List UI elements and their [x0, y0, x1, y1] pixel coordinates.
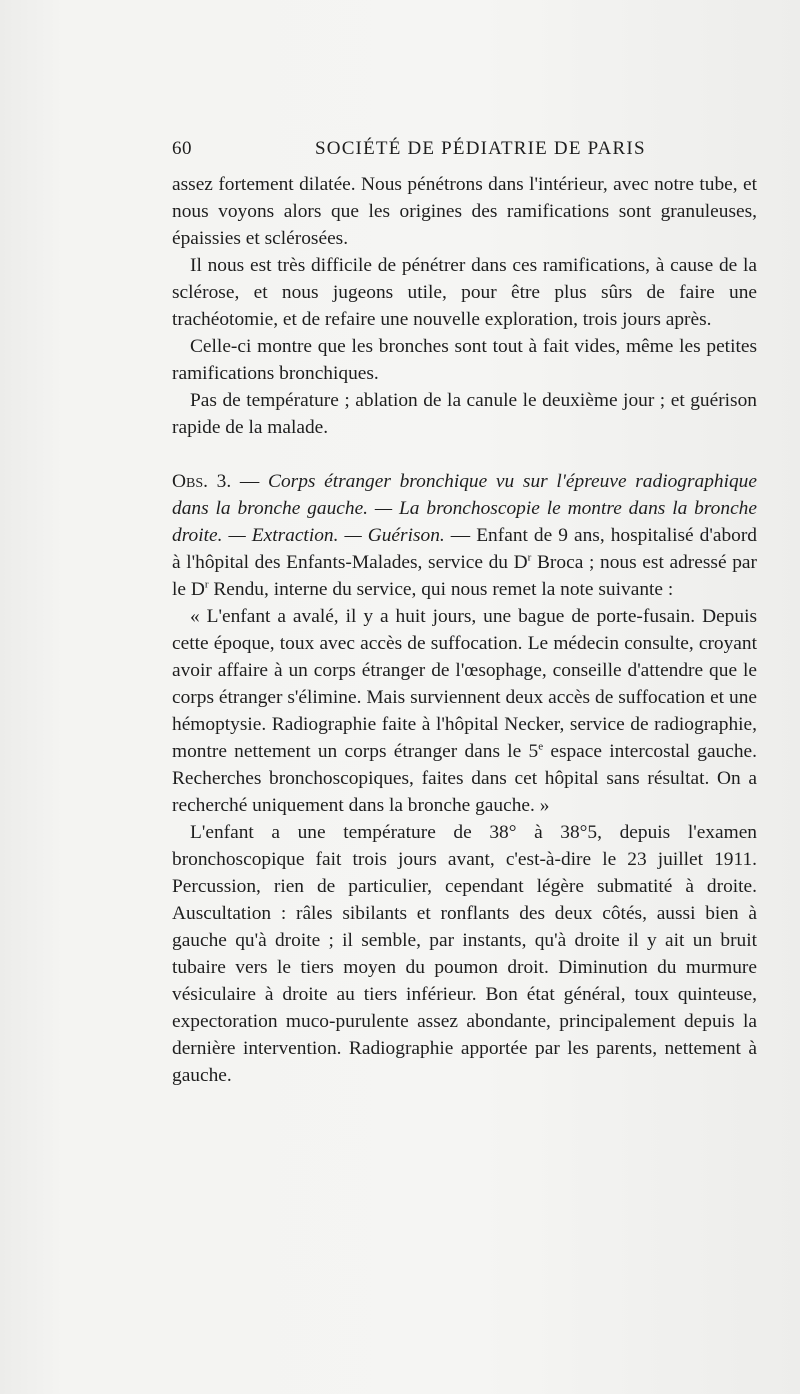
quote-paragraph — [172, 603, 757, 819]
page-header — [172, 138, 768, 166]
observation-dash: — — [231, 471, 269, 492]
quote-sup: e — [538, 740, 544, 753]
observation-text-b: Broca ; nous est adressé par le D — [172, 552, 757, 600]
body-text — [172, 171, 757, 1089]
final-paragraph: L'enfant a une température de 38° à 38°5, depuis l'examen bronchoscopique fait trois jours avant, c'est-à-dire le 23 juillet 1911. Percussion, rien de particulier, cependant légère submatité à droite. Auscultation : râles sibilants et ronflants des deux côtés, aussi bien à gauche qu'à droite ; il semble, par instants, qu'à droite il y ait un bruit tubaire vers le tiers moyen du poumon droit. Diminution du murmure vésiculaire à droite au tiers inférieur. Bon état général, toux quinteuse, expectoration muco-purulente assez abondante, principalement depuis la dernière intervention. Radiographie apportée par les parents, nettement à gauche. — [172, 822, 757, 1086]
paragraph-1: assez fortement dilatée. Nous pénétrons dans l'intérieur, avec notre tube, et nous voyons alors que les origines des ramifications sont granuleuses, épaissies et sclérosées. — [172, 174, 757, 249]
observation-paragraph — [172, 468, 757, 603]
observation-label: Obs. 3. — [172, 471, 232, 492]
quote-text-b: espace intercostal gauche. Recherches bronchoscopiques, faites dans cet hôpital sans résultat. On a recherché uniquement dans la bronche gauche. » — [172, 741, 757, 816]
running-title: SOCIÉTÉ DE PÉDIATRIE DE PARIS — [315, 138, 646, 159]
paragraph-4: Pas de température ; ablation de la canule le deuxième jour ; et guérison rapide de la malade. — [172, 390, 757, 438]
quote-text-a: « L'enfant a avalé, il y a huit jours, une bague de porte-fusain. Depuis cette époque, toux avec accès de suffocation. Le médecin consulte, croyant avoir affaire à un corps étranger de l'œsophage, conseille d'attendre que le corps étranger s'élimine. Mais surviennent deux accès de suffocation et une hémoptysie. Radiographie faite à l'hôpital Necker, service de radiographie, montre nettement un corps étranger dans le 5 — [172, 606, 757, 762]
observation-text-a: — Enfant de 9 ans, hospitalisé d'abord à l'hôpital des Enfants-Malades, service du D — [172, 525, 758, 573]
observation-text-c: Rendu, interne du service, qui nous remet la note suivante : — [208, 579, 674, 600]
page-number: 60 — [172, 138, 192, 159]
paragraph-3: Celle-ci montre que les bronches sont tout à fait vides, même les petites ramifications bronchiques. — [172, 336, 757, 384]
observation-sup-2: r — [204, 578, 209, 591]
observation-sup-1: r — [527, 551, 532, 564]
observation-title: Corps étranger bronchique vu sur l'épreuve radiographique dans la bronche gauche. — La bronchoscopie le montre dans la bronche droite. — Extraction. — Guérison. — [172, 471, 757, 546]
paragraph-2: Il nous est très difficile de pénétrer dans ces ramifications, à cause de la sclérose, et nous jugeons utile, pour être plus sûrs de faire une trachéotomie, et de refaire une nouvelle exploration, trois jours après. — [172, 255, 757, 330]
